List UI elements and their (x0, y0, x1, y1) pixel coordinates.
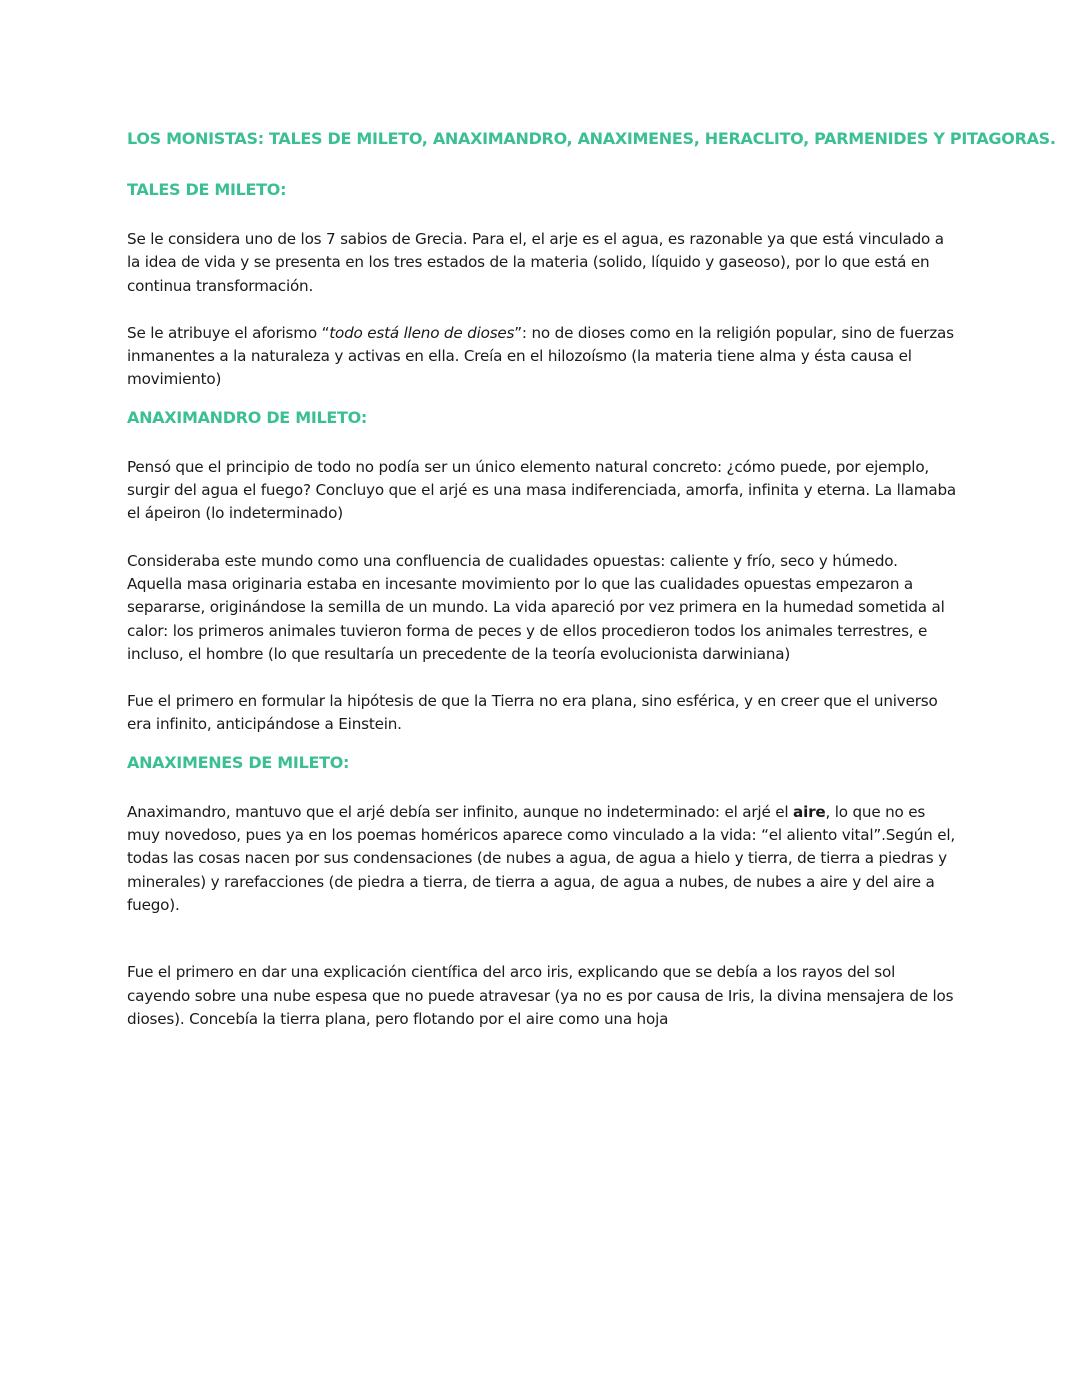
document-title: LOS MONISTAS: TALES DE MILETO, ANAXIMANDRO, ANAXIMENES, HERACLITO, PARMENIDES Y PITAGORAS. (127, 129, 1056, 148)
paragraph-text: ”: no de dioses como en la religión popular, sino de fuerzas inmanentes a la naturaleza y activas en ella. Creía en el hilozoísmo (la materia tiene alma y ésta causa el movimiento) (127, 323, 954, 389)
paragraph-tales-1: Se le considera uno de los 7 sabios de Grecia. Para el, el arje es el agua, es razonable ya que está vinculado a la idea de vida y se presenta en los tres estados de la materia (solido, líquido y gaseoso), por lo que está en continua transformación. (127, 230, 944, 295)
paragraph-anaximandro-1: Pensó que el principio de todo no podía ser un único elemento natural concreto: ¿cómo puede, por ejemplo, surgir del agua el fuego? Concluyo que el arjé es una masa indiferenciada, amorfa, infinita y eterna. La llamaba el ápeiron (lo indeterminado) (127, 457, 956, 523)
aphorism-quote: todo está lleno de dioses (329, 323, 515, 342)
emphasis-aire: aire (793, 802, 826, 821)
section-heading-anaximenes: ANAXIMENES DE MILETO: (127, 752, 350, 772)
paragraph-anaximandro-2: Consideraba este mundo como una confluencia de cualidades opuestas: caliente y frío, seco y húmedo. Aquella masa originaria estaba en incesante movimiento por lo que las cualidades opuestas empezaron a separarse, originándose la semilla de un mundo. La vida apareció por vez primera en la humedad sometida al calor: los primeros animales tuvieron forma de peces y de ellos procedieron todos los animales terrestres, e incluso, el hombre (lo que resultaría un precedente de la teoría evolucionista darwiniana) (127, 551, 945, 663)
paragraph-anaximandro-3: Fue el primero en formular la hipótesis de que la Tierra no era plana, sino esférica, y en creer que el universo era infinito, anticipándose a Einstein. (127, 692, 938, 734)
section-heading-anaximandro: ANAXIMANDRO DE MILETO: (127, 407, 368, 427)
paragraph-anaximenes-1 (127, 801, 957, 917)
paragraph-text: Se le atribuye el aforismo “ (127, 323, 330, 342)
paragraph-anaximenes-2: Fue el primero en dar una explicación científica del arco iris, explicando que se debía a los rayos del sol cayendo sobre una nube espesa que no puede atravesar (ya no es por causa de Iris, la divina mensajera de los dioses). Concebía la tierra plana, pero flotando por el aire como una hoja (127, 963, 954, 1028)
paragraph-tales-2 (127, 322, 957, 392)
document-page (127, 126, 1056, 1055)
section-heading-tales: TALES DE MILETO: (127, 180, 287, 199)
paragraph-text: , lo que no es muy novedoso, pues ya en los poemas homéricos aparece como vinculado a la vida: “el aliento vital”.Según el, todas las cosas nacen por sus condensaciones (de nubes a agua, de agua a hielo y tierra, de tierra a piedras y minerales) y rarefacciones (de piedra a tierra, de tierra a agua, de agua a nubes, de nubes a aire y del aire a fuego). (127, 802, 956, 914)
paragraph-text: Anaximandro, mantuvo que el arjé debía ser infinito, aunque no indeterminado: el arjé el (127, 802, 794, 821)
